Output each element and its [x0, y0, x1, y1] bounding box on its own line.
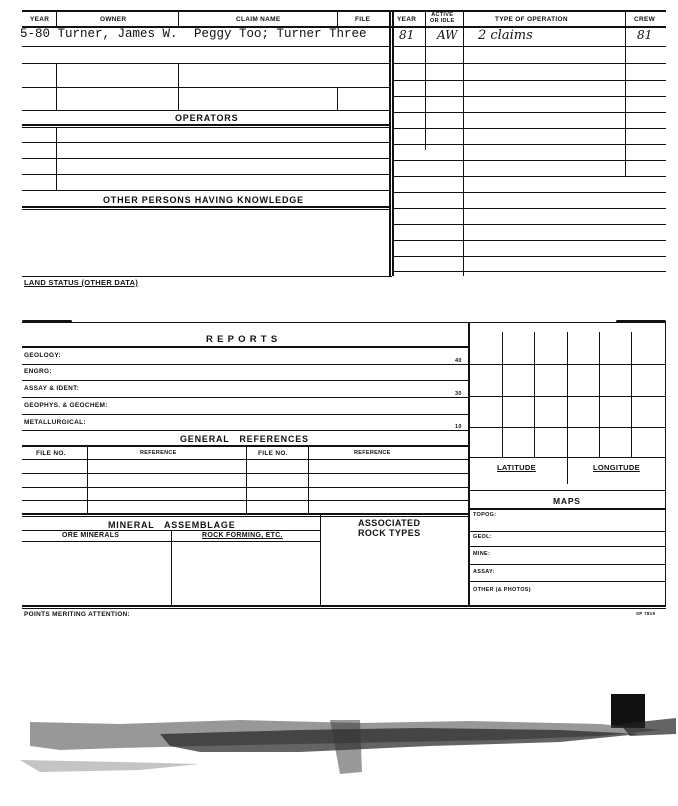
h-rule — [393, 192, 666, 193]
h-rule — [22, 209, 390, 210]
h-rule — [22, 500, 468, 501]
report-geophys: GEOPHYS. & GEOCHEM: — [24, 402, 108, 409]
gr-col-file-no-1: FILE NO. — [36, 450, 66, 457]
h-rule — [22, 513, 468, 515]
h-rule — [22, 174, 390, 175]
reports-title: R E P O R T S — [206, 334, 278, 345]
v-rule — [337, 88, 338, 110]
h-rule — [469, 364, 665, 365]
v-rule — [337, 10, 338, 26]
gr-col-reference-2: REFERENCE — [354, 450, 391, 456]
active-idle-entry: AW — [437, 28, 458, 42]
report-metallurgical: METALLURGICAL: — [24, 419, 86, 426]
h-rule — [22, 276, 392, 277]
h-rule — [393, 80, 666, 81]
header-owner: OWNER — [100, 16, 127, 23]
reports-top-rule — [22, 322, 666, 323]
v-rule — [171, 531, 172, 605]
h-rule — [469, 508, 665, 510]
margin-number-30: 30 — [455, 391, 462, 397]
h-rule — [469, 564, 665, 565]
h-rule — [469, 490, 665, 491]
rock-forming-label: ROCK FORMING, ETC. — [202, 532, 283, 539]
v-rule — [87, 446, 88, 513]
operators-title: OPERATORS — [175, 113, 239, 123]
longitude-label: LONGITUDE — [593, 463, 640, 472]
v-rule — [665, 322, 666, 605]
v-rule — [56, 10, 57, 26]
h-rule — [22, 380, 468, 381]
claim-name-entry: Peggy Too; Turner Three — [194, 27, 367, 41]
scan-smudge — [0, 700, 678, 806]
ore-minerals-label: ORE MINERALS — [62, 532, 120, 539]
h-rule — [469, 581, 665, 582]
center-divider — [389, 10, 391, 276]
h-rule — [393, 271, 666, 272]
other-persons-title: OTHER PERSONS HAVING KNOWLEDGE — [103, 195, 304, 205]
h-rule — [22, 190, 390, 191]
h-rule — [469, 427, 665, 428]
maps-mine: MINE: — [473, 551, 491, 557]
maps-title: MAPS — [553, 496, 581, 506]
center-divider — [392, 10, 394, 276]
h-rule — [393, 96, 666, 97]
h-rule — [22, 608, 666, 609]
h-rule — [393, 112, 666, 113]
h-rule — [22, 110, 390, 111]
report-assay: ASSAY & IDENT: — [24, 385, 80, 392]
header-claim-name: CLAIM NAME — [236, 16, 281, 23]
v-rule — [502, 332, 503, 457]
h-rule — [22, 63, 390, 64]
h-rule — [393, 46, 666, 47]
h-rule — [22, 46, 390, 47]
h-rule — [22, 206, 390, 208]
v-rule — [320, 514, 321, 605]
h-rule — [22, 142, 390, 143]
v-rule — [308, 446, 309, 513]
h-rule — [22, 124, 390, 126]
report-engrg: ENGRG: — [24, 368, 52, 375]
operation-entry: 2 claims — [478, 28, 533, 43]
h-rule — [22, 459, 468, 460]
header-file: FILE — [355, 16, 371, 23]
v-rule — [599, 332, 600, 457]
reports-top-bar-right — [616, 320, 666, 323]
maps-geol: GEOL: — [473, 534, 492, 540]
header-type-of-operation: TYPE OF OPERATION — [495, 16, 568, 23]
top-rule — [22, 10, 666, 12]
header-year: YEAR — [30, 16, 50, 23]
h-rule — [22, 605, 666, 607]
latitude-label: LATITUDE — [497, 463, 536, 472]
maps-topog: TOPOG: — [473, 512, 497, 518]
h-rule — [393, 256, 666, 257]
h-rule — [22, 158, 390, 159]
v-rule — [246, 446, 247, 513]
v-rule — [178, 63, 179, 110]
h-rule — [22, 445, 468, 447]
maps-other: OTHER (& PHOTOS) — [473, 587, 531, 593]
h-rule — [22, 414, 468, 415]
h-rule — [22, 87, 390, 88]
v-rule — [178, 10, 179, 26]
v-rule — [567, 332, 568, 484]
h-rule — [393, 224, 666, 225]
h-rule — [469, 531, 665, 532]
points-meriting-attention: POINTS MERITING ATTENTION: — [24, 611, 131, 618]
header-active-idle: ACTIVE OR IDLE — [430, 12, 455, 24]
header-year-2: YEAR — [397, 16, 417, 23]
associated-rock-types-line2: ROCK TYPES — [358, 528, 421, 538]
h-rule — [469, 396, 665, 397]
header-crew: CREW — [634, 16, 656, 23]
owner-entry: 5-80 Turner, James W. — [20, 27, 178, 41]
h-rule — [22, 364, 468, 365]
v-rule — [463, 10, 464, 26]
h-rule — [22, 397, 468, 398]
associated-rock-types-line1: ASSOCIATED — [358, 518, 421, 528]
v-rule — [631, 332, 632, 457]
v-rule — [625, 26, 626, 176]
h-rule — [469, 546, 665, 547]
gr-col-file-no-2: FILE NO. — [258, 450, 288, 457]
gr-col-reference-1: REFERENCE — [140, 450, 177, 456]
h-rule — [393, 208, 666, 209]
h-rule — [22, 430, 468, 431]
land-status-title: LAND STATUS (OTHER DATA) — [24, 278, 139, 287]
h-rule — [393, 63, 666, 64]
v-rule — [425, 26, 426, 150]
h-rule — [393, 160, 666, 161]
form-code: SP 7819 — [636, 611, 656, 616]
maps-assay: ASSAY: — [473, 569, 495, 575]
v-rule — [625, 10, 626, 26]
h-rule — [393, 240, 666, 241]
h-rule — [22, 346, 468, 348]
h-rule — [22, 516, 468, 517]
crew-entry: 81 — [637, 28, 653, 42]
h-rule — [393, 128, 666, 129]
h-rule — [22, 473, 468, 474]
v-rule — [534, 332, 535, 457]
general-references-title: GENERAL REFERENCES — [180, 434, 309, 444]
h-rule — [393, 144, 666, 145]
v-rule — [56, 128, 57, 190]
margin-number-10: 10 — [455, 424, 462, 430]
h-rule — [469, 457, 665, 458]
year-entry: 81 — [399, 28, 415, 42]
margin-number-40: 40 — [455, 358, 462, 364]
v-rule — [56, 63, 57, 110]
v-rule — [425, 10, 426, 26]
h-rule — [393, 176, 666, 177]
report-geology: GEOLOGY: — [24, 352, 61, 359]
mineral-assemblage-title: MINERAL ASSEMBLAGE — [108, 520, 236, 530]
h-rule — [22, 127, 390, 128]
h-rule — [22, 487, 468, 488]
